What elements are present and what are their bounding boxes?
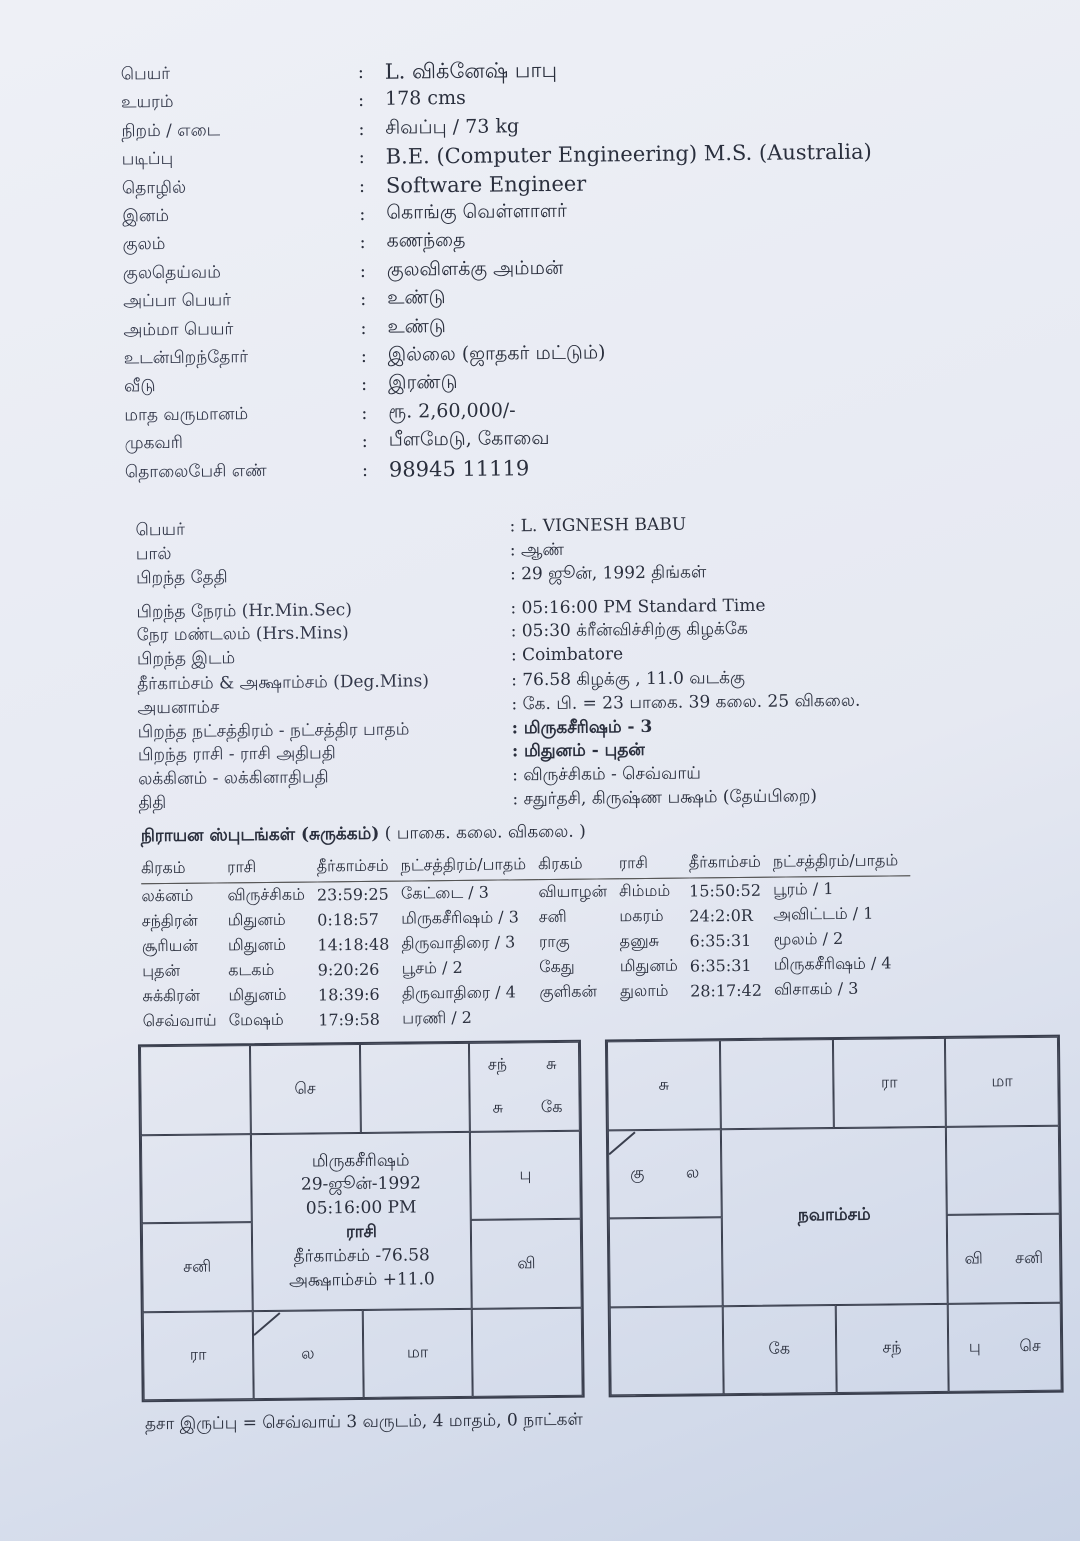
birth-value: : 76.58 கிழக்கு , 11.0 வடக்கு (511, 667, 746, 691)
separator: : (358, 118, 365, 140)
chart-center-line: 05:16:00 PM (305, 1197, 417, 1219)
chart-house (607, 1040, 721, 1130)
separator: : (360, 289, 367, 311)
planet-abbrev: ரா (880, 1072, 898, 1092)
personal-label: குலம் (122, 234, 166, 255)
chart-center-line: அக்ஷாம்சம் +11.0 (288, 1268, 435, 1291)
table-cell: சனி (538, 906, 567, 927)
column-header: கிரகம் (538, 851, 619, 879)
table-cell: குளிகன் (539, 981, 598, 1002)
planet-abbrev: சந் (487, 1054, 508, 1074)
personal-value: 98945 11119 (388, 455, 530, 482)
table-cell (690, 1003, 774, 1029)
birth-value: : கே. பி. = 23 பாகை. 39 கலை. 25 விகலை. (511, 690, 861, 715)
chart-center-line: ராசி (345, 1221, 378, 1243)
chart-house (470, 1130, 581, 1220)
planet-abbrev: ல (685, 1162, 700, 1182)
navamsa-chart (605, 1035, 1064, 1398)
table-cell: விருச்சிகம் (227, 884, 306, 905)
personal-value: கணந்தை (386, 229, 466, 253)
table-cell: விசாகம் / 3 (774, 978, 859, 999)
planet-abbrev: வி (517, 1252, 536, 1273)
planet-abbrev: ல (301, 1343, 315, 1363)
chart-house (948, 1302, 1062, 1392)
separator: : (360, 317, 367, 339)
chart-center (251, 1131, 472, 1310)
table-cell: லக்னம் (141, 885, 194, 906)
birth-label: நேர மண்டலம் (Hrs.Mins) (136, 623, 349, 646)
personal-label: நிறம் / எடை (121, 120, 221, 142)
birth-value-bold: : மிருகசீரிஷம் - 3 (511, 716, 653, 739)
personal-value: L. விக்னேஷ் பாபு (384, 57, 558, 84)
table-cell: கடகம் (228, 959, 275, 980)
separator: : (361, 402, 368, 424)
personal-label: வீடு (123, 376, 156, 397)
planet-table-heading (141, 822, 586, 849)
birth-label: அயனாம்ச (137, 697, 220, 719)
planet-abbrev: சனி (1014, 1247, 1044, 1267)
birth-value: : 29 ஜூன், 1992 திங்கள் (509, 562, 707, 585)
separator: : (359, 260, 367, 282)
table-cell: 9:20:26 (317, 959, 380, 980)
chart-center-line: தீர்காம்சம் -76.58 (293, 1245, 430, 1267)
planet-abbrev: கே (768, 1338, 791, 1358)
chart-house (469, 1042, 580, 1132)
planet-abbrev: செ (294, 1078, 316, 1098)
chart-house (832, 1038, 946, 1128)
table-cell: 15:50:52 (688, 880, 762, 901)
personal-value: Software Engineer (385, 171, 587, 198)
table-cell: துலாம் (620, 980, 669, 1001)
column-header: தீர்காம்சம் (317, 854, 401, 882)
separator: : (360, 345, 367, 367)
separator: : (359, 203, 366, 225)
planet-abbrev: ரா (189, 1344, 207, 1365)
planet-abbrev: செ (1019, 1336, 1041, 1356)
birth-value: : ஆண் (509, 539, 565, 561)
personal-label: உயரம் (120, 92, 174, 113)
planet-positions-table (141, 848, 912, 1034)
chart-house (947, 1214, 1061, 1304)
chart-house (142, 1222, 253, 1312)
chart-house (609, 1217, 723, 1307)
table-cell: தனுசு (619, 930, 660, 951)
birth-value: : விருச்சிகம் - செவ்வாய் (512, 763, 701, 786)
table-cell: பூரம் / 1 (772, 879, 834, 899)
separator: : (361, 431, 368, 453)
planet-abbrev: கு (630, 1163, 645, 1183)
table-cell: 17:9:58 (318, 1009, 381, 1030)
personal-label: குலதெய்வம் (122, 262, 221, 284)
column-header: ராசி (619, 851, 689, 879)
planet-abbrev: கே (540, 1097, 563, 1117)
birth-value: : Coimbatore (510, 644, 624, 666)
chart-center (721, 1126, 948, 1305)
rasi-chart (138, 1040, 585, 1403)
personal-label: பெயர் (120, 63, 171, 85)
birth-value: : 05:16:00 PM Standard Time (510, 595, 766, 619)
personal-value: ரூ. 2,60,000/- (388, 399, 516, 423)
table-cell: ராகு (538, 931, 570, 952)
table-cell: 24:2:0R (689, 905, 753, 926)
separator: : (361, 459, 369, 481)
personal-value: கொங்கு வெள்ளாளர் (386, 199, 567, 224)
chart-house (362, 1308, 473, 1398)
column-header: ராசி (227, 854, 317, 882)
chart-center-line: மிருகசீரிஷம் (311, 1150, 410, 1172)
birth-value (512, 740, 645, 763)
table-cell (620, 1004, 690, 1030)
separator: : (357, 61, 364, 83)
chart-house (946, 1125, 1060, 1215)
table-cell: 14:18:48 (317, 934, 390, 955)
chart-house (252, 1309, 363, 1399)
table-cell: திருவாதிரை / 3 (401, 932, 516, 953)
table-cell: 28:17:42 (690, 980, 763, 1001)
personal-value: பீளமேடு, கோவை (388, 427, 550, 451)
planet-abbrev: மா (406, 1342, 429, 1362)
personal-label: அம்மா பெயர் (123, 318, 234, 341)
birth-value: : 05:30 க்ரீன்விச்சிற்கு கிழக்கே (510, 618, 748, 642)
chart-house (143, 1311, 254, 1401)
chart-house (835, 1303, 949, 1393)
separator: : (358, 175, 366, 197)
table-cell: மிதுனம் (227, 934, 287, 955)
table-cell: சுக்கிரன் (142, 985, 201, 1006)
personal-label: தொழில் (121, 177, 187, 199)
table-cell: மேஷம் (228, 1009, 284, 1030)
table-cell: சூரியன் (141, 935, 199, 956)
birth-label: பிறந்த தேதி (135, 567, 228, 589)
chart-house (359, 1043, 470, 1133)
table-cell: செவ்வாய் (142, 1010, 217, 1031)
chart-center-line: 29-ஜூன்-1992 (300, 1173, 422, 1196)
birth-label: பால் (135, 543, 172, 565)
table-cell: மிதுனம் (228, 984, 287, 1005)
table-cell: திருவாதிரை / 4 (401, 982, 516, 1003)
personal-label: மாத வருமானம் (124, 403, 249, 426)
lagna-marker (253, 1312, 280, 1336)
table-cell: கேட்டை / 3 (400, 882, 489, 903)
chart-house (610, 1306, 724, 1396)
planet-table-subtitle: ( பாகை. கலை. விகலை. ) (384, 821, 586, 844)
personal-value: 178 cms (384, 87, 466, 111)
horoscope-sheet (52, 15, 1047, 1505)
personal-value: சிவப்பு / 73 kg (385, 115, 520, 139)
birth-label: பிறந்த நட்சத்திரம் - நட்சத்திர பாதம் (137, 719, 410, 743)
personal-value: உண்டு (387, 286, 446, 309)
column-header: தீர்காம்சம் (689, 850, 773, 878)
table-cell: மிருகசீரிஷம் / 3 (401, 907, 519, 928)
birth-value: : L. VIGNESH BABU (509, 514, 687, 537)
table-cell: மூலம் / 2 (773, 928, 844, 949)
table-cell: 6:35:31 (689, 955, 752, 976)
planet-table-title: நிராயன ஸ்புடங்கள் (சுருக்கம்) (140, 823, 380, 847)
table-cell: கேது (539, 956, 575, 977)
personal-label: தொலைபேசி எண் (124, 460, 267, 483)
table-cell: புதன் (142, 960, 181, 981)
table-cell: மிதுனம் (227, 909, 286, 930)
table-cell: 0:18:57 (317, 909, 379, 930)
table-cell: பூசம் / 2 (401, 957, 463, 978)
personal-label: படிப்பு (121, 149, 174, 170)
table-cell: சிம்மம் (618, 880, 671, 901)
table-cell: சந்திரன் (141, 910, 198, 931)
chart-house (945, 1037, 1059, 1127)
separator: : (359, 232, 366, 254)
planet-abbrev: வி (964, 1248, 983, 1268)
chart-house (250, 1044, 361, 1134)
lagna-marker (608, 1131, 635, 1155)
personal-value: குலவிளக்கு அம்மன் (386, 256, 564, 281)
personal-value: இரண்டு (387, 371, 458, 395)
separator: : (360, 374, 368, 396)
chart-center-line: நவாம்சம் (797, 1204, 871, 1226)
birth-label: பிறந்த ராசி - ராசி அதிபதி (137, 743, 336, 766)
chart-house (722, 1305, 836, 1395)
planet-abbrev: பு (519, 1164, 532, 1184)
column-header: நட்சத்திரம்/பாதம் (401, 852, 539, 881)
planet-abbrev: பு (968, 1336, 981, 1356)
planet-abbrev: சனி (183, 1256, 212, 1276)
chart-house (141, 1134, 252, 1224)
table-cell (774, 1001, 912, 1027)
personal-label: முகவரி (124, 433, 184, 454)
chart-house (472, 1307, 583, 1397)
planet-abbrev: சு (545, 1054, 557, 1074)
chart-house (608, 1129, 722, 1219)
planet-abbrev: சு (658, 1074, 670, 1094)
planet-abbrev: சு (492, 1097, 504, 1117)
chart-house (720, 1039, 834, 1129)
table-cell: மிதுனம் (619, 955, 678, 976)
birth-label: பெயர் (135, 519, 186, 541)
table-cell: 6:35:31 (689, 930, 752, 951)
birth-label: பிறந்த இடம் (136, 648, 236, 670)
chart-house (471, 1219, 582, 1309)
personal-value: இல்லை (ஜாதகர் மட்டும்) (387, 341, 606, 366)
personal-label: இனம் (122, 205, 170, 227)
birth-value-bold: : மிதுனம் - புதன் (511, 740, 645, 762)
table-cell: பரணி / 2 (402, 1007, 473, 1028)
table-cell: மிருகசீரிஷம் / 4 (773, 953, 892, 974)
chart-house (140, 1045, 251, 1135)
personal-value: B.E. (Computer Engineering) M.S. (Australia) (385, 139, 872, 169)
personal-label: உடன்பிறந்தோர் (123, 347, 249, 369)
table-cell: அவிட்டம் / 1 (773, 903, 874, 924)
planet-abbrev: மா (991, 1070, 1013, 1091)
column-header: கிரகம் (141, 855, 227, 883)
separator: : (358, 147, 365, 169)
birth-label: லக்கினம் - லக்கினாதிபதி (138, 767, 329, 790)
table-cell: 23:59:25 (316, 884, 389, 905)
birth-value: : சதுர்தசி, கிருஷ்ண பக்ஷம் (தேய்பிறை) (512, 786, 818, 810)
separator: : (357, 90, 365, 112)
personal-value: உண்டு (387, 314, 446, 338)
birth-value (512, 717, 653, 740)
table-cell (540, 1004, 621, 1030)
birth-label: தீர்காம்சம் & அக்ஷாம்சம் (Deg.Mins) (137, 671, 430, 695)
table-cell: மகரம் (619, 905, 664, 926)
column-header: நட்சத்திரம்/பாதம் (773, 848, 911, 877)
planet-abbrev: சந் (882, 1337, 902, 1357)
birth-label: திதி (138, 793, 167, 814)
table-cell: வியாழன் (538, 881, 608, 902)
table-cell: 18:39:6 (317, 984, 380, 1005)
dasa-balance: தசா இருப்பு = செவ்வாய் 3 வருடம், 4 மாதம், 0 நாட்கள் (144, 1409, 583, 1435)
birth-label: பிறந்த நேரம் (Hr.Min.Sec) (136, 600, 353, 623)
personal-label: அப்பா பெயர் (123, 290, 232, 312)
